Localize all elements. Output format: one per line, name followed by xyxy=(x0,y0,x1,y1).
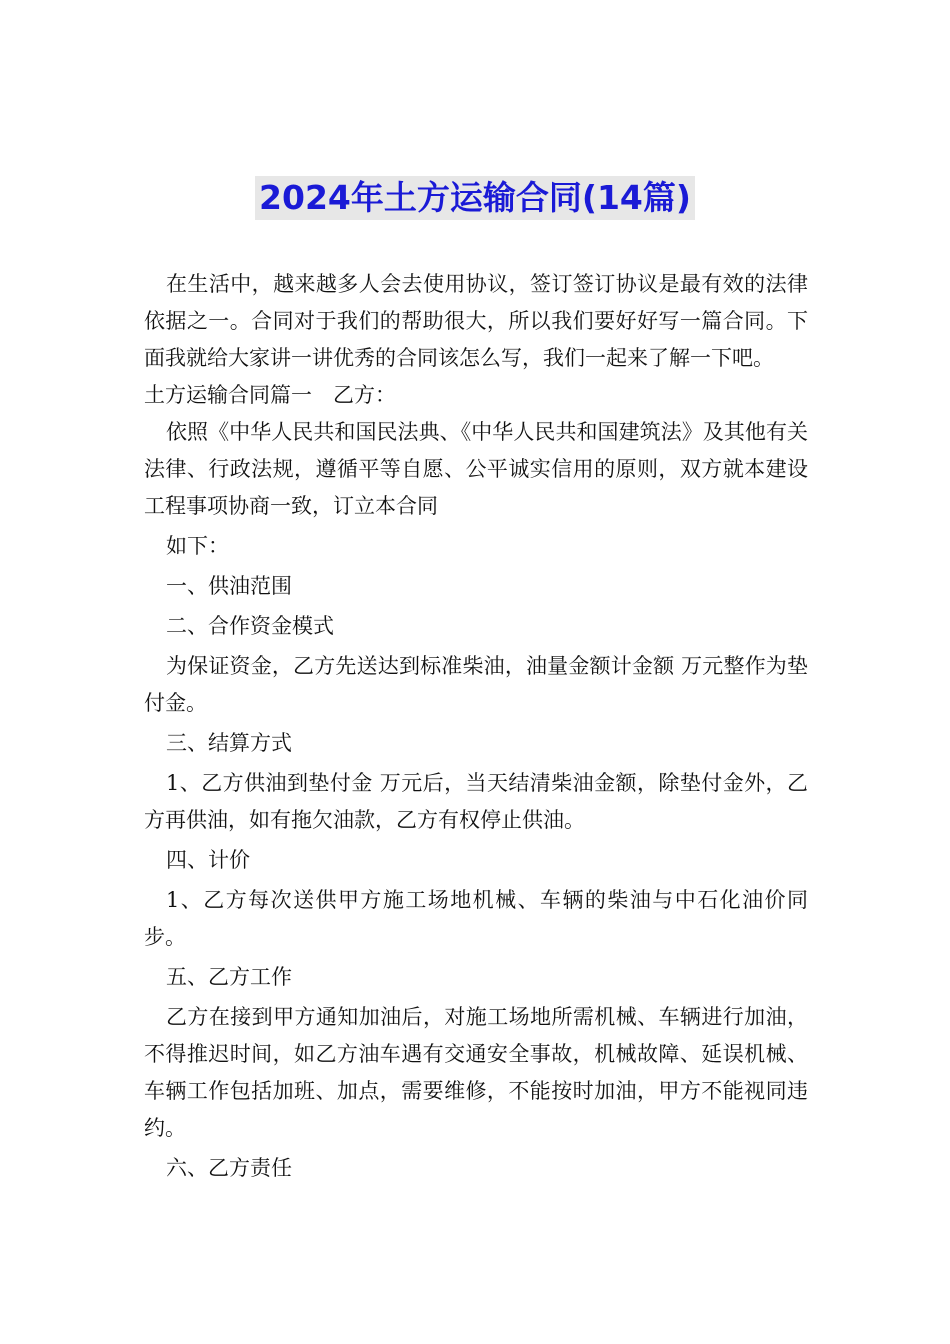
document-title: 2024年土方运输合同(14篇) xyxy=(255,176,695,220)
clause-heading-4: 四、计价 xyxy=(166,848,250,872)
clause-heading-3: 三、结算方式 xyxy=(166,731,292,755)
document-body xyxy=(144,266,808,1187)
preamble-paragraph: 依照《中华人民共和国民法典、《中华人民共和国建筑法》及其他有关法律、行政法规，遵循平等自愿、公平诚实信用的原则，双方就本建设工程事项协商一致，订立本合同 xyxy=(144,420,808,518)
section-heading-contract-1: 土方运输合同篇一 乙方： xyxy=(144,383,396,407)
clause-3-body: 1、乙方供油到垫付金 万元后，当天结清柴油金额，除垫付金外，乙方再供油，如有拖欠油款，乙方有权停止供油。 xyxy=(144,771,808,832)
clause-heading-2: 二、合作资金模式 xyxy=(166,614,334,638)
clause-4-body: 1、乙方每次送供甲方施工场地机械、车辆的柴油与中石化油价同步。 xyxy=(144,888,808,949)
clause-heading-1: 一、供油范围 xyxy=(166,574,292,598)
intro-paragraph: 在生活中，越来越多人会去使用协议，签订签订协议是最有效的法律依据之一。合同对于我们的帮助很大，所以我们要好好写一篇合同。下面我就给大家讲一讲优秀的合同该怎么写，我们一起来了解一下吧。 xyxy=(144,272,808,370)
as-follows-line: 如下： xyxy=(166,534,229,558)
clause-heading-6: 六、乙方责任 xyxy=(166,1156,292,1180)
clause-5-body: 乙方在接到甲方通知加油后，对施工场地所需机械、车辆进行加油，不得推迟时间，如乙方油车遇有交通安全事故，机械故障、延误机械、车辆工作包括加班、加点，需要维修，不能按时加油，甲方不能视同违约。 xyxy=(144,1005,808,1140)
clause-2-body: 为保证资金，乙方先送达到标准柴油，油量金额计金额 万元整作为垫付金。 xyxy=(144,654,808,715)
clause-heading-5: 五、乙方工作 xyxy=(166,965,292,989)
title-container xyxy=(0,176,950,220)
